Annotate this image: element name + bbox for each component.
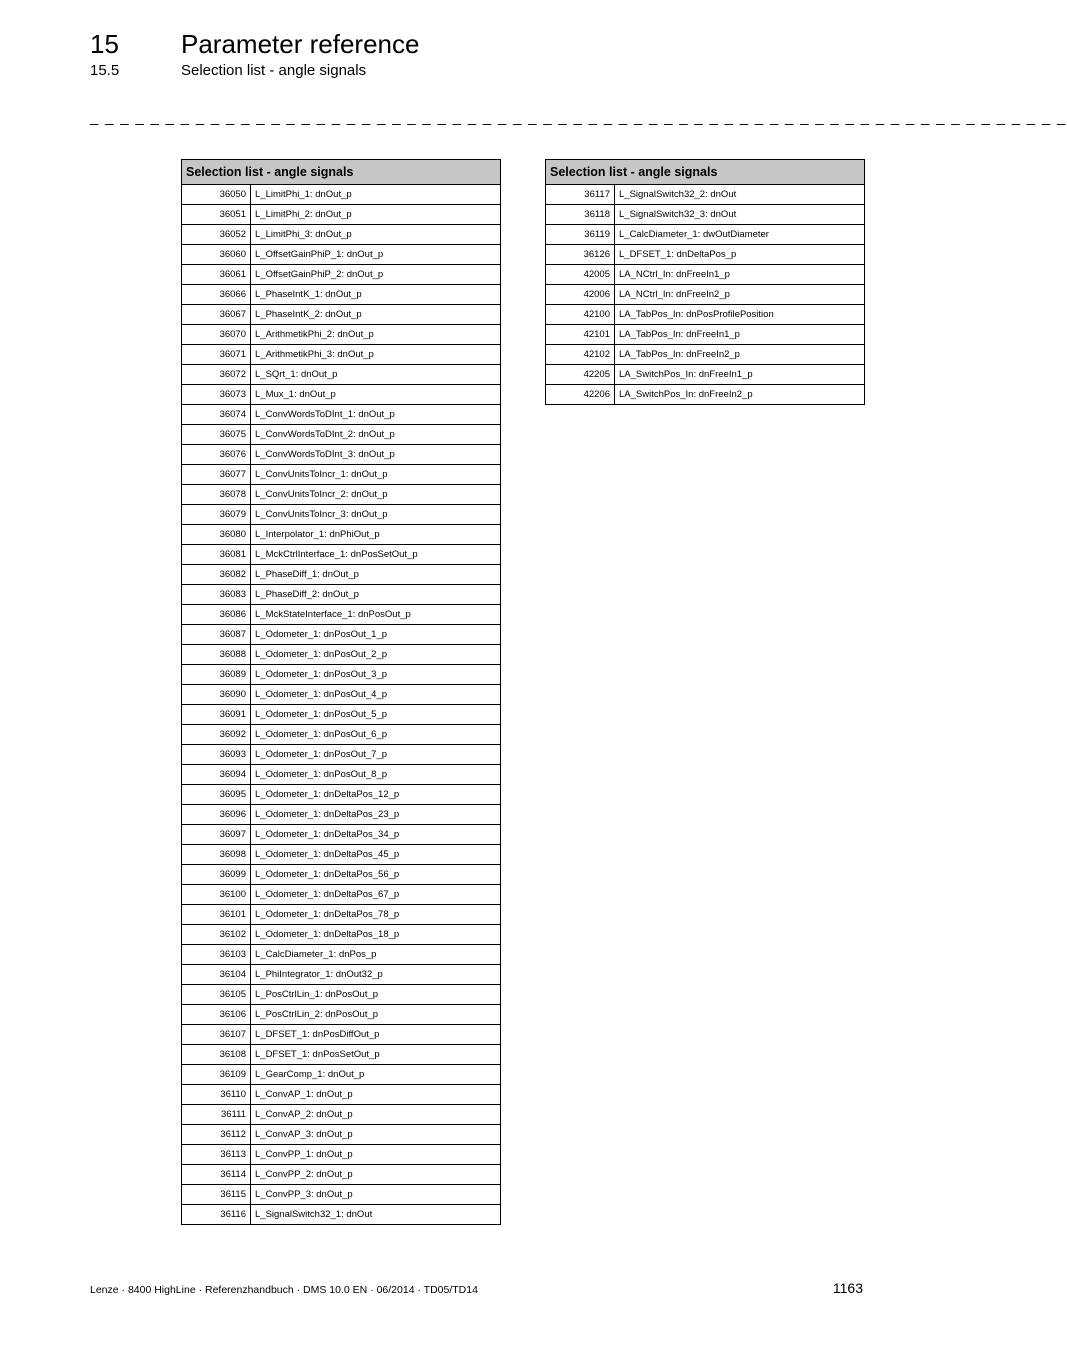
signal-code: 36092: [182, 725, 251, 745]
signal-name: LA_TabPos_In: dnPosProfilePosition: [615, 305, 865, 325]
signal-code: 36115: [182, 1185, 251, 1205]
signal-code: 36079: [182, 505, 251, 525]
signal-code: 42206: [546, 385, 615, 405]
signal-code: 36098: [182, 845, 251, 865]
signal-name: L_PhaseIntK_1: dnOut_p: [251, 285, 501, 305]
table-row: [182, 825, 501, 845]
table-row: [182, 1205, 501, 1225]
table-row: [182, 225, 501, 245]
signal-code: 36112: [182, 1125, 251, 1145]
selection-table-left: [181, 159, 501, 1225]
table-row: [182, 1105, 501, 1125]
table-row: [182, 845, 501, 865]
signal-name: L_Odometer_1: dnPosOut_4_p: [251, 685, 501, 705]
table-row: [182, 485, 501, 505]
table-row: [182, 305, 501, 325]
table-row: [182, 365, 501, 385]
signal-name: L_OffsetGainPhiP_1: dnOut_p: [251, 245, 501, 265]
signal-code: 36061: [182, 265, 251, 285]
table-row: [182, 965, 501, 985]
signal-code: 42006: [546, 285, 615, 305]
signal-name: L_SQrt_1: dnOut_p: [251, 365, 501, 385]
signal-name: L_PosCtrlLin_1: dnPosOut_p: [251, 985, 501, 1005]
signal-code: 42102: [546, 345, 615, 365]
signal-code: 36070: [182, 325, 251, 345]
signal-name: L_ConvAP_1: dnOut_p: [251, 1085, 501, 1105]
signal-name: L_Odometer_1: dnPosOut_3_p: [251, 665, 501, 685]
table-row: [182, 865, 501, 885]
table-row: [546, 245, 865, 265]
table-row: [182, 265, 501, 285]
signal-name: L_MckCtrlInterface_1: dnPosSetOut_p: [251, 545, 501, 565]
table-row: [182, 205, 501, 225]
signal-code: 36082: [182, 565, 251, 585]
signal-name: L_PhaseIntK_2: dnOut_p: [251, 305, 501, 325]
signal-name: L_ArithmetikPhi_3: dnOut_p: [251, 345, 501, 365]
signal-code: 36086: [182, 605, 251, 625]
table-row: [182, 885, 501, 905]
signal-name: L_SignalSwitch32_2: dnOut: [615, 185, 865, 205]
signal-code: 36107: [182, 1025, 251, 1045]
signal-code: 36088: [182, 645, 251, 665]
signal-code: 36118: [546, 205, 615, 225]
table-row: [182, 1025, 501, 1045]
table-row: [182, 245, 501, 265]
signal-name: L_Odometer_1: dnPosOut_5_p: [251, 705, 501, 725]
signal-code: 42100: [546, 305, 615, 325]
table-row: [546, 305, 865, 325]
signal-code: 36099: [182, 865, 251, 885]
signal-name: L_Odometer_1: dnDeltaPos_67_p: [251, 885, 501, 905]
table-row: [182, 625, 501, 645]
signal-code: 36089: [182, 665, 251, 685]
signal-code: 36090: [182, 685, 251, 705]
table-row: [182, 685, 501, 705]
footer-text: Lenze · 8400 HighLine · Referenzhandbuch · DMS 10.0 EN · 06/2014 · TD05/TD14: [90, 1284, 478, 1296]
table-row: [546, 345, 865, 365]
signal-name: L_Odometer_1: dnDeltaPos_45_p: [251, 845, 501, 865]
table-row: [182, 985, 501, 1005]
signal-name: L_ConvUnitsToIncr_1: dnOut_p: [251, 465, 501, 485]
signal-name: L_MckStateInterface_1: dnPosOut_p: [251, 605, 501, 625]
signal-name: L_Odometer_1: dnPosOut_6_p: [251, 725, 501, 745]
table-row: [182, 1145, 501, 1165]
signal-name: L_Mux_1: dnOut_p: [251, 385, 501, 405]
table-row: [182, 445, 501, 465]
table-row: [182, 745, 501, 765]
signal-code: 36060: [182, 245, 251, 265]
table-row: [546, 365, 865, 385]
signal-name: L_CalcDiameter_1: dnPos_p: [251, 945, 501, 965]
section-number: 15.5: [90, 62, 120, 79]
signal-name: L_Odometer_1: dnDeltaPos_18_p: [251, 925, 501, 945]
signal-name: L_Odometer_1: dnDeltaPos_56_p: [251, 865, 501, 885]
table-row: [182, 1085, 501, 1105]
signal-name: L_GearComp_1: dnOut_p: [251, 1065, 501, 1085]
signal-name: L_CalcDiameter_1: dwOutDiameter: [615, 225, 865, 245]
signal-name: L_Odometer_1: dnDeltaPos_12_p: [251, 785, 501, 805]
signal-name: L_LimitPhi_2: dnOut_p: [251, 205, 501, 225]
signal-code: 36104: [182, 965, 251, 985]
signal-name: L_ConvWordsToDInt_2: dnOut_p: [251, 425, 501, 445]
table-row: [182, 1065, 501, 1085]
signal-code: 36087: [182, 625, 251, 645]
signal-code: 36075: [182, 425, 251, 445]
table-row: [182, 545, 501, 565]
signal-name: L_ConvAP_2: dnOut_p: [251, 1105, 501, 1125]
table-row: [182, 385, 501, 405]
table-row: [182, 185, 501, 205]
signal-name: L_ArithmetikPhi_2: dnOut_p: [251, 325, 501, 345]
table-row: [182, 1185, 501, 1205]
signal-code: 36091: [182, 705, 251, 725]
table-row: [546, 225, 865, 245]
signal-code: 36076: [182, 445, 251, 465]
signal-name: LA_NCtrl_In: dnFreeIn2_p: [615, 285, 865, 305]
table-row: [182, 345, 501, 365]
signal-name: LA_TabPos_In: dnFreeIn2_p: [615, 345, 865, 365]
table-row: [182, 1165, 501, 1185]
signal-name: L_LimitPhi_3: dnOut_p: [251, 225, 501, 245]
table-row: [182, 585, 501, 605]
signal-code: 36106: [182, 1005, 251, 1025]
table-row: [182, 805, 501, 825]
signal-name: LA_SwitchPos_In: dnFreeIn2_p: [615, 385, 865, 405]
page-number: 1163: [832, 1280, 863, 1296]
table-row: [182, 405, 501, 425]
signal-code: 36103: [182, 945, 251, 965]
signal-name: LA_TabPos_In: dnFreeIn1_p: [615, 325, 865, 345]
table-title: Selection list - angle signals: [546, 160, 865, 185]
signal-name: L_ConvWordsToDInt_1: dnOut_p: [251, 405, 501, 425]
table-row: [546, 205, 865, 225]
table-row: [182, 605, 501, 625]
signal-code: 36083: [182, 585, 251, 605]
table-row: [546, 385, 865, 405]
signal-name: LA_NCtrl_In: dnFreeIn1_p: [615, 265, 865, 285]
signal-code: 36116: [182, 1205, 251, 1225]
signal-code: 36074: [182, 405, 251, 425]
signal-code: 36096: [182, 805, 251, 825]
signal-code: 36080: [182, 525, 251, 545]
selection-table-right: [545, 159, 865, 405]
signal-code: 36077: [182, 465, 251, 485]
table-row: [182, 425, 501, 445]
table-row: [182, 945, 501, 965]
signal-code: 42101: [546, 325, 615, 345]
signal-code: 42205: [546, 365, 615, 385]
signal-code: 36100: [182, 885, 251, 905]
table-row: [182, 285, 501, 305]
table-row: [182, 645, 501, 665]
signal-code: 36114: [182, 1165, 251, 1185]
signal-name: L_ConvWordsToDInt_3: dnOut_p: [251, 445, 501, 465]
table-row: [182, 1125, 501, 1145]
signal-name: L_DFSET_1: dnPosSetOut_p: [251, 1045, 501, 1065]
signal-name: L_PhaseDiff_2: dnOut_p: [251, 585, 501, 605]
signal-name: L_ConvPP_1: dnOut_p: [251, 1145, 501, 1165]
signal-code: 36095: [182, 785, 251, 805]
chapter-title: Parameter reference: [181, 29, 420, 59]
signal-name: L_Odometer_1: dnPosOut_1_p: [251, 625, 501, 645]
table-row: [182, 1005, 501, 1025]
table-row: [182, 765, 501, 785]
section-title: Selection list - angle signals: [181, 62, 367, 79]
signal-code: 36051: [182, 205, 251, 225]
signal-code: 36097: [182, 825, 251, 845]
table-title: Selection list - angle signals: [182, 160, 501, 185]
table-row: [182, 325, 501, 345]
signal-code: 36105: [182, 985, 251, 1005]
signal-code: 36126: [546, 245, 615, 265]
signal-code: 36094: [182, 765, 251, 785]
signal-code: 36050: [182, 185, 251, 205]
signal-code: 36081: [182, 545, 251, 565]
signal-name: L_Interpolator_1: dnPhiOut_p: [251, 525, 501, 545]
signal-name: L_ConvUnitsToIncr_3: dnOut_p: [251, 505, 501, 525]
signal-code: 36067: [182, 305, 251, 325]
signal-code: 36093: [182, 745, 251, 765]
signal-name: L_PhaseDiff_1: dnOut_p: [251, 565, 501, 585]
signal-name: L_Odometer_1: dnDeltaPos_23_p: [251, 805, 501, 825]
table-row: [182, 1045, 501, 1065]
table-row: [182, 465, 501, 485]
signal-name: L_SignalSwitch32_3: dnOut: [615, 205, 865, 225]
signal-name: L_Odometer_1: dnDeltaPos_34_p: [251, 825, 501, 845]
signal-name: L_Odometer_1: dnPosOut_2_p: [251, 645, 501, 665]
signal-code: 36117: [546, 185, 615, 205]
signal-code: 36102: [182, 925, 251, 945]
signal-code: 36072: [182, 365, 251, 385]
signal-code: 36066: [182, 285, 251, 305]
signal-code: 36110: [182, 1085, 251, 1105]
signal-name: L_PosCtrlLin_2: dnPosOut_p: [251, 1005, 501, 1025]
signal-code: 36111: [182, 1105, 251, 1125]
signal-name: L_ConvPP_3: dnOut_p: [251, 1185, 501, 1205]
signal-code: 36078: [182, 485, 251, 505]
table-row: [546, 285, 865, 305]
separator-line: _ _ _ _ _ _ _ _ _ _ _ _ _ _ _ _ _ _ _ _ _ _ _ _ _ _ _ _ _ _ _ _ _ _ _ _ _ _ _ _ _ _ _ _ _ _ _ _ _ _ _ _ _ _ _ _ _ _ _ _ _ _ _ _ _: [90, 109, 1067, 126]
table-row: [182, 565, 501, 585]
table-row: [182, 785, 501, 805]
signal-name: L_ConvAP_3: dnOut_p: [251, 1125, 501, 1145]
signal-name: L_SignalSwitch32_1: dnOut: [251, 1205, 501, 1225]
table-row: [182, 705, 501, 725]
signal-code: 36108: [182, 1045, 251, 1065]
table-row: [546, 325, 865, 345]
table-row: [182, 725, 501, 745]
signal-name: L_DFSET_1: dnPosDiffOut_p: [251, 1025, 501, 1045]
signal-name: L_Odometer_1: dnPosOut_8_p: [251, 765, 501, 785]
signal-name: L_OffsetGainPhiP_2: dnOut_p: [251, 265, 501, 285]
signal-name: L_LimitPhi_1: dnOut_p: [251, 185, 501, 205]
signal-code: 36071: [182, 345, 251, 365]
signal-name: L_DFSET_1: dnDeltaPos_p: [615, 245, 865, 265]
signal-code: 36073: [182, 385, 251, 405]
signal-code: 36113: [182, 1145, 251, 1165]
signal-name: L_Odometer_1: dnDeltaPos_78_p: [251, 905, 501, 925]
signal-name: L_ConvUnitsToIncr_2: dnOut_p: [251, 485, 501, 505]
signal-code: 36101: [182, 905, 251, 925]
table-row: [182, 505, 501, 525]
table-row: [182, 665, 501, 685]
table-row: [182, 925, 501, 945]
table-body-left: [182, 185, 501, 1225]
signal-code: 42005: [546, 265, 615, 285]
table-row: [546, 185, 865, 205]
table-row: [182, 525, 501, 545]
signal-name: LA_SwitchPos_In: dnFreeIn1_p: [615, 365, 865, 385]
signal-name: L_Odometer_1: dnPosOut_7_p: [251, 745, 501, 765]
signal-name: L_ConvPP_2: dnOut_p: [251, 1165, 501, 1185]
table-row: [546, 265, 865, 285]
signal-name: L_PhiIntegrator_1: dnOut32_p: [251, 965, 501, 985]
signal-code: 36052: [182, 225, 251, 245]
table-row: [182, 905, 501, 925]
table-body-right: [546, 185, 865, 405]
chapter-number: 15: [90, 29, 119, 59]
signal-code: 36109: [182, 1065, 251, 1085]
signal-code: 36119: [546, 225, 615, 245]
